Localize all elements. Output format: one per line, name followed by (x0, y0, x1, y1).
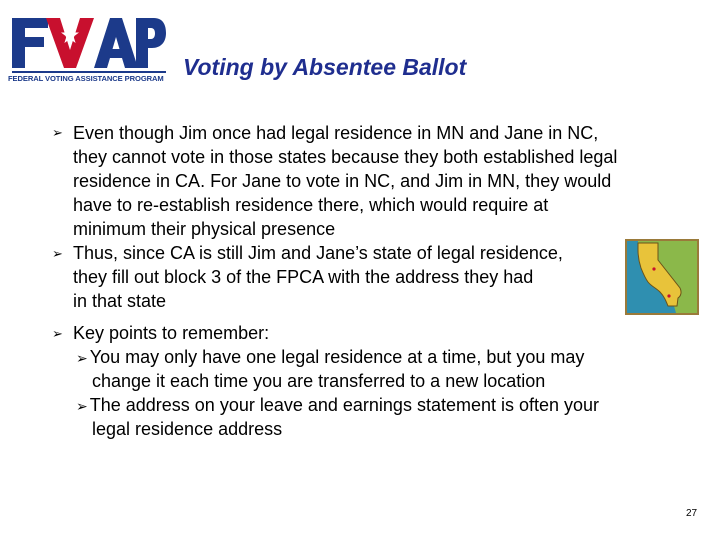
bullet-1-line-3: residence in CA. For Jane to vote in NC, and Jim in MN, they would (73, 171, 612, 191)
bullet-2-line-2: they fill out block 3 of the FPCA with the address they had (73, 267, 534, 287)
bullet-arrow-icon: ➢ (52, 327, 63, 342)
bullet-1-line-4: have to re-establish residence there, which would require at (73, 195, 549, 215)
california-map-icon (624, 238, 700, 316)
sub-bullet-arrow-icon: ➢ (76, 399, 88, 415)
bullet-arrow-icon: ➢ (52, 247, 63, 262)
bullet-3-line-1: Key points to remember: (73, 323, 270, 343)
sub-bullet-2-line-1: The address on your leave and earnings statement is often your (89, 395, 600, 415)
sub-bullet-1-line-1: You may only have one legal residence at a time, but you may (89, 347, 585, 367)
fvap-wordmark (8, 12, 166, 74)
sub-bullet-1-line-2: change it each time you are transferred to a new location (92, 371, 546, 391)
bullet-1-line-5: minimum their physical presence (73, 219, 336, 239)
bullet-1-line-1: Even though Jim once had legal residence in MN and Jane in NC, (73, 123, 599, 143)
page-number: 27 (686, 508, 698, 519)
bullet-2-line-1: Thus, since CA is still Jim and Jane’s state of legal residence, (73, 243, 563, 263)
sub-bullet-2 (76, 393, 599, 419)
bullet-2-line-3: in that state (73, 291, 167, 311)
logo-tagline: FEDERAL VOTING ASSISTANCE PROGRAM (8, 74, 164, 83)
bullet-arrow-icon: ➢ (52, 126, 63, 141)
sub-bullet-arrow-icon: ➢ (76, 351, 88, 367)
bullet-1-line-2: they cannot vote in those states because they both established legal (73, 147, 618, 167)
sub-bullet-1 (76, 345, 584, 371)
slide-title: Voting by Absentee Ballot (183, 54, 467, 80)
sub-bullet-2-line-2: legal residence address (92, 419, 283, 439)
fvap-logo (8, 12, 166, 94)
